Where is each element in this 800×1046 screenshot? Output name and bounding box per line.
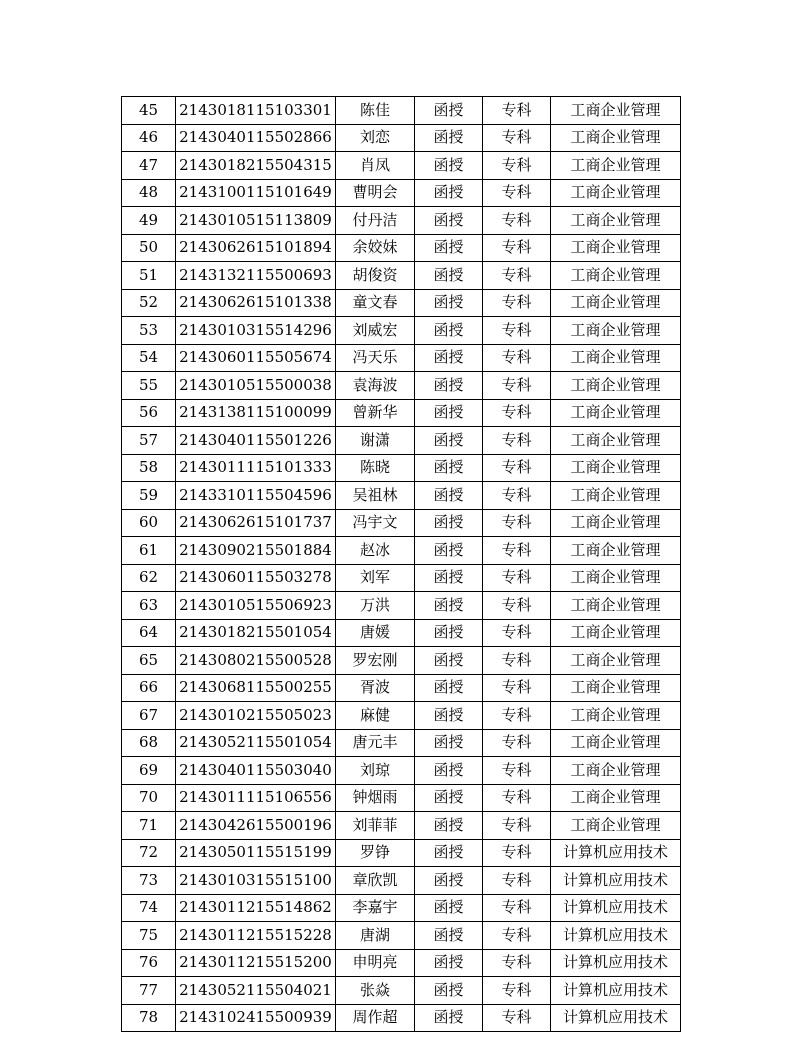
student-id-cell: 2143068115500255 [176, 674, 336, 702]
study-mode-cell: 函授 [415, 344, 483, 372]
student-name-cell: 谢潇 [336, 427, 415, 455]
major-cell: 工商企业管理 [551, 399, 681, 427]
table-row [122, 702, 681, 730]
student-name-cell: 陈佳 [336, 97, 415, 125]
student-name-cell: 刘恋 [336, 124, 415, 152]
education-level-cell: 专科 [483, 262, 551, 290]
student-name-cell: 刘威宏 [336, 317, 415, 345]
student-name-cell: 周作超 [336, 1004, 415, 1032]
education-level-cell: 专科 [483, 399, 551, 427]
study-mode-cell: 函授 [415, 729, 483, 757]
row-number-cell: 69 [122, 757, 176, 785]
study-mode-cell: 函授 [415, 262, 483, 290]
row-number-cell: 47 [122, 152, 176, 180]
study-mode-cell: 函授 [415, 317, 483, 345]
major-cell: 工商企业管理 [551, 592, 681, 620]
study-mode-cell: 函授 [415, 509, 483, 537]
education-level-cell: 专科 [483, 207, 551, 235]
student-name-cell: 刘军 [336, 564, 415, 592]
table-row [122, 344, 681, 372]
row-number-cell: 49 [122, 207, 176, 235]
study-mode-cell: 函授 [415, 482, 483, 510]
study-mode-cell: 函授 [415, 537, 483, 565]
student-id-cell: 2143010515113809 [176, 207, 336, 235]
major-cell: 计算机应用技术 [551, 839, 681, 867]
major-cell: 工商企业管理 [551, 262, 681, 290]
major-cell: 计算机应用技术 [551, 1004, 681, 1032]
row-number-cell: 57 [122, 427, 176, 455]
major-cell: 工商企业管理 [551, 784, 681, 812]
student-name-cell: 李嘉宇 [336, 894, 415, 922]
student-name-cell: 陈晓 [336, 454, 415, 482]
table-row [122, 1004, 681, 1032]
education-level-cell: 专科 [483, 922, 551, 950]
student-id-cell: 2143138115100099 [176, 399, 336, 427]
student-name-cell: 唐媛 [336, 619, 415, 647]
education-level-cell: 专科 [483, 867, 551, 895]
table-row [122, 427, 681, 455]
education-level-cell: 专科 [483, 702, 551, 730]
student-id-cell: 2143018215501054 [176, 619, 336, 647]
student-name-cell: 刘琼 [336, 757, 415, 785]
row-number-cell: 51 [122, 262, 176, 290]
study-mode-cell: 函授 [415, 234, 483, 262]
student-name-cell: 胡俊资 [336, 262, 415, 290]
row-number-cell: 66 [122, 674, 176, 702]
student-name-cell: 万洪 [336, 592, 415, 620]
table-row [122, 537, 681, 565]
table-row [122, 757, 681, 785]
student-id-cell: 2143011215515200 [176, 949, 336, 977]
education-level-cell: 专科 [483, 454, 551, 482]
student-list-body [122, 97, 681, 1032]
major-cell: 工商企业管理 [551, 179, 681, 207]
table-row [122, 372, 681, 400]
row-number-cell: 56 [122, 399, 176, 427]
study-mode-cell: 函授 [415, 812, 483, 840]
student-id-cell: 2143018115103301 [176, 97, 336, 125]
student-id-cell: 2143011215514862 [176, 894, 336, 922]
student-name-cell: 曾新华 [336, 399, 415, 427]
study-mode-cell: 函授 [415, 784, 483, 812]
student-name-cell: 罗铮 [336, 839, 415, 867]
major-cell: 计算机应用技术 [551, 977, 681, 1005]
table-row [122, 977, 681, 1005]
major-cell: 工商企业管理 [551, 234, 681, 262]
education-level-cell: 专科 [483, 839, 551, 867]
table-row [122, 262, 681, 290]
table-row [122, 564, 681, 592]
major-cell: 计算机应用技术 [551, 922, 681, 950]
row-number-cell: 63 [122, 592, 176, 620]
student-name-cell: 麻健 [336, 702, 415, 730]
student-name-cell: 张焱 [336, 977, 415, 1005]
table-row [122, 592, 681, 620]
major-cell: 工商企业管理 [551, 674, 681, 702]
student-id-cell: 2143011215515228 [176, 922, 336, 950]
major-cell: 工商企业管理 [551, 152, 681, 180]
student-id-cell: 2143040115502866 [176, 124, 336, 152]
row-number-cell: 48 [122, 179, 176, 207]
student-name-cell: 童文春 [336, 289, 415, 317]
table-row [122, 152, 681, 180]
study-mode-cell: 函授 [415, 97, 483, 125]
table-row [122, 867, 681, 895]
student-id-cell: 2143310115504596 [176, 482, 336, 510]
study-mode-cell: 函授 [415, 977, 483, 1005]
table-row [122, 647, 681, 675]
table-row [122, 839, 681, 867]
row-number-cell: 71 [122, 812, 176, 840]
major-cell: 工商企业管理 [551, 454, 681, 482]
education-level-cell: 专科 [483, 509, 551, 537]
student-name-cell: 刘菲菲 [336, 812, 415, 840]
student-name-cell: 付丹洁 [336, 207, 415, 235]
student-id-cell: 2143102415500939 [176, 1004, 336, 1032]
student-name-cell: 罗宏刚 [336, 647, 415, 675]
education-level-cell: 专科 [483, 124, 551, 152]
row-number-cell: 60 [122, 509, 176, 537]
major-cell: 工商企业管理 [551, 317, 681, 345]
major-cell: 工商企业管理 [551, 124, 681, 152]
education-level-cell: 专科 [483, 179, 551, 207]
student-name-cell: 赵冰 [336, 537, 415, 565]
student-name-cell: 袁海波 [336, 372, 415, 400]
study-mode-cell: 函授 [415, 647, 483, 675]
study-mode-cell: 函授 [415, 564, 483, 592]
student-id-cell: 2143062615101894 [176, 234, 336, 262]
study-mode-cell: 函授 [415, 757, 483, 785]
education-level-cell: 专科 [483, 234, 551, 262]
row-number-cell: 62 [122, 564, 176, 592]
major-cell: 工商企业管理 [551, 427, 681, 455]
major-cell: 工商企业管理 [551, 757, 681, 785]
student-id-cell: 2143042615500196 [176, 812, 336, 840]
education-level-cell: 专科 [483, 482, 551, 510]
study-mode-cell: 函授 [415, 894, 483, 922]
row-number-cell: 65 [122, 647, 176, 675]
student-id-cell: 2143100115101649 [176, 179, 336, 207]
row-number-cell: 67 [122, 702, 176, 730]
education-level-cell: 专科 [483, 647, 551, 675]
table-row [122, 674, 681, 702]
row-number-cell: 61 [122, 537, 176, 565]
row-number-cell: 74 [122, 894, 176, 922]
major-cell: 计算机应用技术 [551, 894, 681, 922]
study-mode-cell: 函授 [415, 949, 483, 977]
student-name-cell: 胥波 [336, 674, 415, 702]
table-row [122, 922, 681, 950]
study-mode-cell: 函授 [415, 454, 483, 482]
study-mode-cell: 函授 [415, 372, 483, 400]
major-cell: 工商企业管理 [551, 97, 681, 125]
table-row [122, 949, 681, 977]
education-level-cell: 专科 [483, 317, 551, 345]
education-level-cell: 专科 [483, 619, 551, 647]
major-cell: 工商企业管理 [551, 482, 681, 510]
student-id-cell: 2143010515500038 [176, 372, 336, 400]
student-name-cell: 吴祖林 [336, 482, 415, 510]
row-number-cell: 73 [122, 867, 176, 895]
education-level-cell: 专科 [483, 97, 551, 125]
row-number-cell: 50 [122, 234, 176, 262]
table-row [122, 619, 681, 647]
student-id-cell: 2143080215500528 [176, 647, 336, 675]
major-cell: 工商企业管理 [551, 537, 681, 565]
student-id-cell: 2143011115106556 [176, 784, 336, 812]
row-number-cell: 53 [122, 317, 176, 345]
row-number-cell: 52 [122, 289, 176, 317]
education-level-cell: 专科 [483, 537, 551, 565]
student-name-cell: 申明亮 [336, 949, 415, 977]
row-number-cell: 70 [122, 784, 176, 812]
row-number-cell: 75 [122, 922, 176, 950]
major-cell: 工商企业管理 [551, 564, 681, 592]
major-cell: 工商企业管理 [551, 729, 681, 757]
education-level-cell: 专科 [483, 977, 551, 1005]
education-level-cell: 专科 [483, 784, 551, 812]
student-id-cell: 2143050115515199 [176, 839, 336, 867]
education-level-cell: 专科 [483, 564, 551, 592]
education-level-cell: 专科 [483, 729, 551, 757]
table-row [122, 234, 681, 262]
major-cell: 工商企业管理 [551, 647, 681, 675]
row-number-cell: 45 [122, 97, 176, 125]
study-mode-cell: 函授 [415, 1004, 483, 1032]
study-mode-cell: 函授 [415, 427, 483, 455]
student-name-cell: 唐湖 [336, 922, 415, 950]
major-cell: 工商企业管理 [551, 812, 681, 840]
row-number-cell: 76 [122, 949, 176, 977]
education-level-cell: 专科 [483, 949, 551, 977]
student-id-cell: 2143040115503040 [176, 757, 336, 785]
major-cell: 工商企业管理 [551, 289, 681, 317]
table-row [122, 482, 681, 510]
study-mode-cell: 函授 [415, 619, 483, 647]
education-level-cell: 专科 [483, 1004, 551, 1032]
major-cell: 工商企业管理 [551, 207, 681, 235]
row-number-cell: 55 [122, 372, 176, 400]
student-name-cell: 唐元丰 [336, 729, 415, 757]
study-mode-cell: 函授 [415, 867, 483, 895]
table-row [122, 729, 681, 757]
major-cell: 工商企业管理 [551, 372, 681, 400]
table-row [122, 207, 681, 235]
study-mode-cell: 函授 [415, 124, 483, 152]
table-row [122, 399, 681, 427]
education-level-cell: 专科 [483, 344, 551, 372]
student-id-cell: 2143010315515100 [176, 867, 336, 895]
major-cell: 工商企业管理 [551, 344, 681, 372]
study-mode-cell: 函授 [415, 152, 483, 180]
student-id-cell: 2143052115504021 [176, 977, 336, 1005]
education-level-cell: 专科 [483, 894, 551, 922]
student-id-cell: 2143010215505023 [176, 702, 336, 730]
row-number-cell: 72 [122, 839, 176, 867]
student-name-cell: 余姣妹 [336, 234, 415, 262]
student-id-cell: 2143010515506923 [176, 592, 336, 620]
student-name-cell: 钟烟雨 [336, 784, 415, 812]
row-number-cell: 78 [122, 1004, 176, 1032]
table-row [122, 509, 681, 537]
row-number-cell: 68 [122, 729, 176, 757]
education-level-cell: 专科 [483, 372, 551, 400]
row-number-cell: 77 [122, 977, 176, 1005]
student-id-cell: 2143132115500693 [176, 262, 336, 290]
student-id-cell: 2143052115501054 [176, 729, 336, 757]
education-level-cell: 专科 [483, 757, 551, 785]
table-row [122, 179, 681, 207]
table-row [122, 784, 681, 812]
student-id-cell: 2143062615101338 [176, 289, 336, 317]
study-mode-cell: 函授 [415, 674, 483, 702]
study-mode-cell: 函授 [415, 702, 483, 730]
education-level-cell: 专科 [483, 427, 551, 455]
education-level-cell: 专科 [483, 674, 551, 702]
major-cell: 工商企业管理 [551, 619, 681, 647]
row-number-cell: 64 [122, 619, 176, 647]
student-name-cell: 肖凤 [336, 152, 415, 180]
table-row [122, 317, 681, 345]
major-cell: 计算机应用技术 [551, 867, 681, 895]
row-number-cell: 54 [122, 344, 176, 372]
row-number-cell: 59 [122, 482, 176, 510]
study-mode-cell: 函授 [415, 399, 483, 427]
table-row [122, 289, 681, 317]
student-id-cell: 2143060115503278 [176, 564, 336, 592]
major-cell: 计算机应用技术 [551, 949, 681, 977]
table-row [122, 454, 681, 482]
student-name-cell: 章欣凯 [336, 867, 415, 895]
student-id-cell: 2143018215504315 [176, 152, 336, 180]
study-mode-cell: 函授 [415, 839, 483, 867]
education-level-cell: 专科 [483, 289, 551, 317]
study-mode-cell: 函授 [415, 592, 483, 620]
major-cell: 工商企业管理 [551, 509, 681, 537]
student-id-cell: 2143011115101333 [176, 454, 336, 482]
table-row [122, 894, 681, 922]
study-mode-cell: 函授 [415, 922, 483, 950]
study-mode-cell: 函授 [415, 207, 483, 235]
student-id-cell: 2143062615101737 [176, 509, 336, 537]
table-row [122, 97, 681, 125]
student-id-cell: 2143040115501226 [176, 427, 336, 455]
education-level-cell: 专科 [483, 152, 551, 180]
table-row [122, 812, 681, 840]
study-mode-cell: 函授 [415, 289, 483, 317]
student-name-cell: 曹明会 [336, 179, 415, 207]
row-number-cell: 46 [122, 124, 176, 152]
student-id-cell: 2143090215501884 [176, 537, 336, 565]
education-level-cell: 专科 [483, 592, 551, 620]
row-number-cell: 58 [122, 454, 176, 482]
student-name-cell: 冯天乐 [336, 344, 415, 372]
student-name-cell: 冯宇文 [336, 509, 415, 537]
student-id-cell: 2143010315514296 [176, 317, 336, 345]
table-row [122, 124, 681, 152]
major-cell: 工商企业管理 [551, 702, 681, 730]
study-mode-cell: 函授 [415, 179, 483, 207]
student-id-cell: 2143060115505674 [176, 344, 336, 372]
education-level-cell: 专科 [483, 812, 551, 840]
student-list-table [121, 96, 681, 1032]
